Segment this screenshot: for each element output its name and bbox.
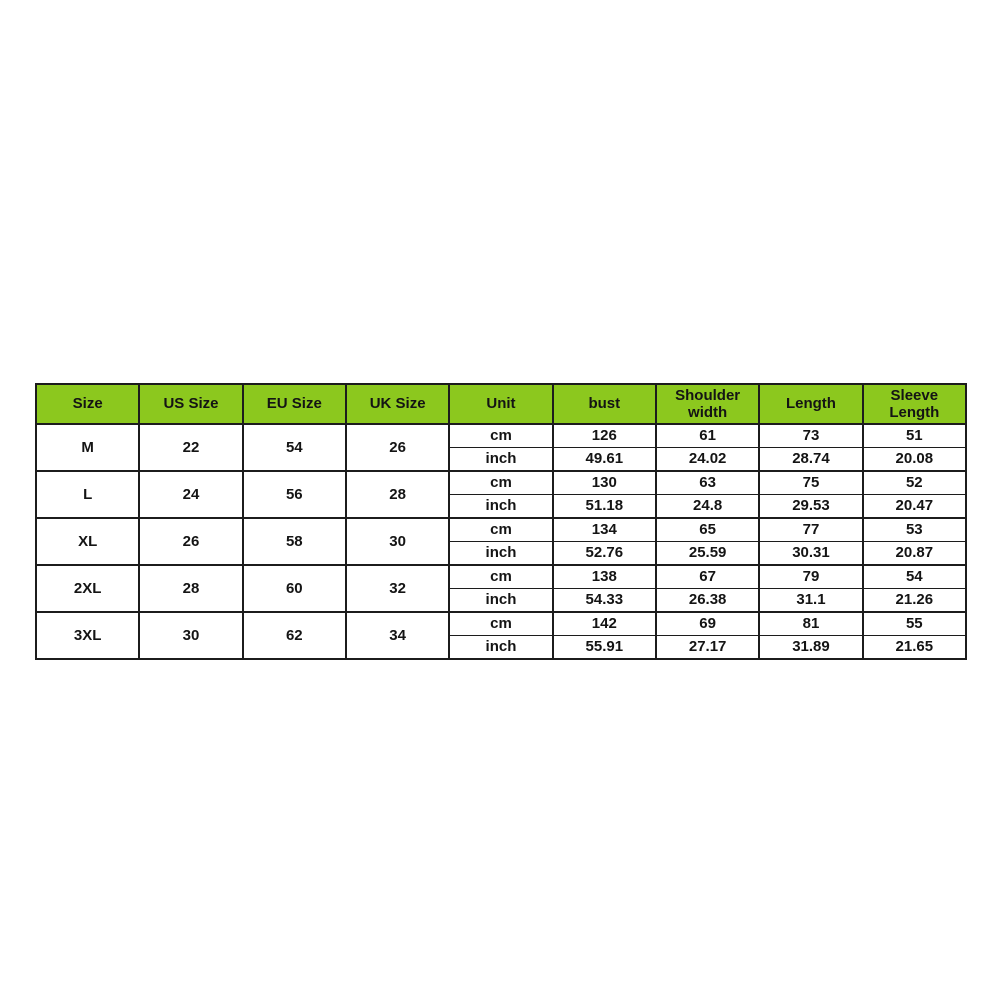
shoulder-cell: 69	[656, 612, 759, 636]
unit-cell: inch	[449, 495, 552, 519]
sleeve-cell: 20.08	[863, 448, 966, 472]
col-header-length: Length	[759, 384, 862, 424]
bust-cell: 52.76	[553, 542, 656, 566]
bust-cell: 142	[553, 612, 656, 636]
sleeve-cell: 53	[863, 518, 966, 542]
unit-cell: inch	[449, 448, 552, 472]
length-cell: 30.31	[759, 542, 862, 566]
length-cell: 73	[759, 424, 862, 448]
col-header-bust: bust	[553, 384, 656, 424]
length-cell: 28.74	[759, 448, 862, 472]
us-size-cell: 28	[139, 565, 242, 612]
eu-size-cell: 60	[243, 565, 346, 612]
unit-cell: inch	[449, 589, 552, 613]
shoulder-cell: 24.8	[656, 495, 759, 519]
bust-cell: 134	[553, 518, 656, 542]
table-row	[36, 612, 966, 636]
length-cell: 81	[759, 612, 862, 636]
col-header-uk-size: UK Size	[346, 384, 449, 424]
shoulder-cell: 25.59	[656, 542, 759, 566]
sleeve-cell: 55	[863, 612, 966, 636]
length-cell: 31.1	[759, 589, 862, 613]
eu-size-cell: 56	[243, 471, 346, 518]
length-cell: 31.89	[759, 636, 862, 660]
bust-cell: 126	[553, 424, 656, 448]
bust-cell: 54.33	[553, 589, 656, 613]
us-size-cell: 30	[139, 612, 242, 659]
shoulder-cell: 61	[656, 424, 759, 448]
table-row	[36, 471, 966, 495]
unit-cell: inch	[449, 542, 552, 566]
sleeve-cell: 54	[863, 565, 966, 589]
col-header-us-size: US Size	[139, 384, 242, 424]
sleeve-cell: 21.26	[863, 589, 966, 613]
size-cell: XL	[36, 518, 139, 565]
sleeve-cell: 52	[863, 471, 966, 495]
uk-size-cell: 28	[346, 471, 449, 518]
unit-cell: cm	[449, 612, 552, 636]
shoulder-cell: 24.02	[656, 448, 759, 472]
bust-cell: 51.18	[553, 495, 656, 519]
shoulder-cell: 63	[656, 471, 759, 495]
bust-cell: 138	[553, 565, 656, 589]
uk-size-cell: 34	[346, 612, 449, 659]
bust-cell: 55.91	[553, 636, 656, 660]
uk-size-cell: 30	[346, 518, 449, 565]
sleeve-cell: 20.87	[863, 542, 966, 566]
table-row	[36, 518, 966, 542]
length-cell: 79	[759, 565, 862, 589]
size-chart-table	[35, 383, 967, 660]
shoulder-cell: 27.17	[656, 636, 759, 660]
bust-cell: 49.61	[553, 448, 656, 472]
col-header-eu-size: EU Size	[243, 384, 346, 424]
us-size-cell: 26	[139, 518, 242, 565]
size-cell: M	[36, 424, 139, 471]
header-row	[36, 384, 966, 424]
unit-cell: cm	[449, 565, 552, 589]
shoulder-cell: 67	[656, 565, 759, 589]
us-size-cell: 24	[139, 471, 242, 518]
size-cell: L	[36, 471, 139, 518]
shoulder-cell: 65	[656, 518, 759, 542]
sleeve-cell: 51	[863, 424, 966, 448]
uk-size-cell: 26	[346, 424, 449, 471]
us-size-cell: 22	[139, 424, 242, 471]
eu-size-cell: 54	[243, 424, 346, 471]
shoulder-cell: 26.38	[656, 589, 759, 613]
sleeve-cell: 21.65	[863, 636, 966, 660]
table-row	[36, 565, 966, 589]
size-cell: 2XL	[36, 565, 139, 612]
col-header-unit: Unit	[449, 384, 552, 424]
unit-cell: cm	[449, 424, 552, 448]
unit-cell: cm	[449, 518, 552, 542]
size-cell: 3XL	[36, 612, 139, 659]
col-header-size: Size	[36, 384, 139, 424]
length-cell: 77	[759, 518, 862, 542]
length-cell: 75	[759, 471, 862, 495]
uk-size-cell: 32	[346, 565, 449, 612]
sleeve-cell: 20.47	[863, 495, 966, 519]
bust-cell: 130	[553, 471, 656, 495]
unit-cell: cm	[449, 471, 552, 495]
eu-size-cell: 58	[243, 518, 346, 565]
table-row	[36, 424, 966, 448]
eu-size-cell: 62	[243, 612, 346, 659]
col-header-sleeve-length: Sleeve Length	[863, 384, 966, 424]
unit-cell: inch	[449, 636, 552, 660]
col-header-shoulder-width: Shoulder width	[656, 384, 759, 424]
length-cell: 29.53	[759, 495, 862, 519]
